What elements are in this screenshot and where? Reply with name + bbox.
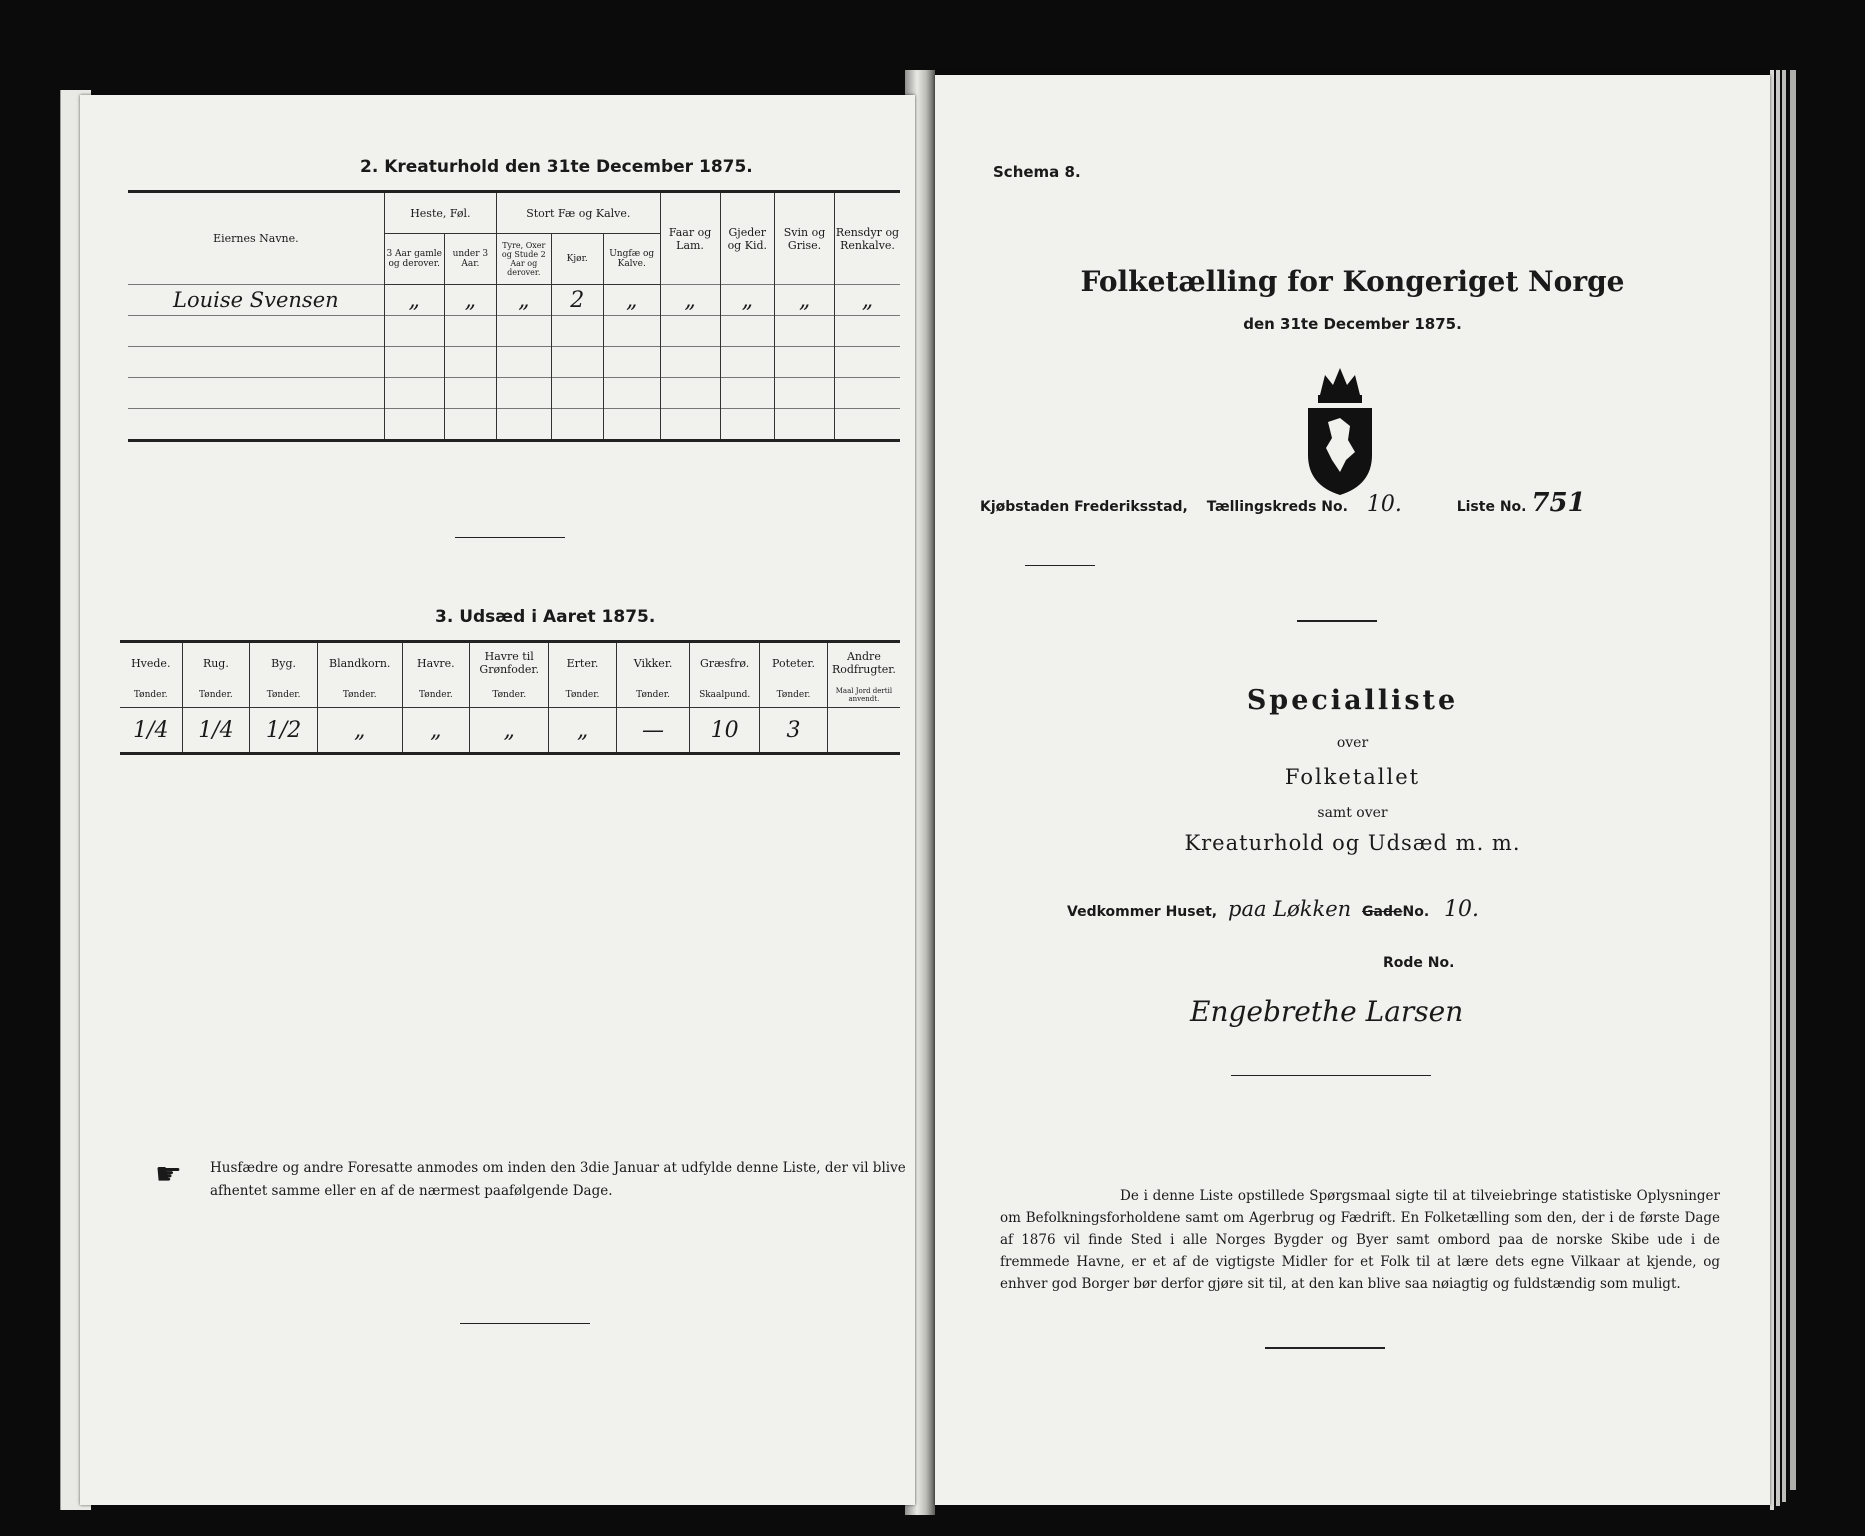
green-oats-cell: „	[470, 708, 549, 754]
street-value: paa Løkken	[1228, 897, 1352, 921]
line-mark	[1025, 565, 1095, 566]
col-owner-header: Eiernes Navne.	[128, 192, 384, 285]
col-bulls-header: Tyre, Oxer og Stude 2 Aar og derover.	[497, 234, 552, 285]
col-reindeer-header: Rensdyr og Renkalve.	[835, 192, 900, 285]
livestock-table	[128, 190, 900, 442]
pointing-hand-icon: ☛	[155, 1157, 182, 1192]
empty-row	[128, 347, 900, 378]
rode-label: Rode No.	[1383, 955, 1455, 971]
title-divider	[1297, 620, 1377, 622]
left-page	[80, 95, 915, 1505]
col-other-roots-header: Andre Rodfrugter.	[827, 642, 900, 684]
footnote-paragraph: De i denne Liste opstillede Spørgsmaal sigte til at tilveiebringe statistiske Oplysninger om Befolkningsforholdene samt om Agerbrug og Fædrift. En Folketælling som den, der i de første Dage af 1876 vil finde Sted i alle Norges Bygder og Byer samt ombord paa de norske Skibe ude i de fremmede Havne, er et af de vigtigste Midler for et Folk til at lære dets egne Vilkaar at kjende, og enhver god Borger bør derfor gjøre sit til, at den kan blive saa nøiagtig og fuldstændig som muligt.	[1000, 1188, 1720, 1292]
col-wheat-header: Hvede.	[120, 642, 182, 684]
goats-cell: „	[720, 285, 775, 316]
young-cattle-cell: „	[603, 285, 660, 316]
right-sheet-edge-1	[1770, 70, 1774, 1510]
signature-line	[1231, 1075, 1431, 1076]
instruction-note	[210, 1157, 910, 1203]
census-date: den 31te December 1875.	[1243, 315, 1462, 333]
samt-over-text: samt over	[1317, 805, 1388, 821]
footnote-divider	[1265, 1347, 1385, 1349]
section2-title: 2. Kreaturhold den 31te December 1875.	[360, 157, 753, 177]
place-label: Kjøbstaden	[980, 499, 1070, 515]
pigs-cell: „	[775, 285, 835, 316]
grass-seed-cell: 10	[690, 708, 760, 754]
oats-cell: „	[402, 708, 470, 754]
col-sheep-header: Faar og Lam.	[660, 192, 720, 285]
kreds-value: 10.	[1366, 492, 1402, 517]
other-roots-cell	[827, 708, 900, 754]
empty-row	[128, 378, 900, 409]
mixed-unit: Tønder.	[317, 683, 402, 708]
right-sheet-edge-3	[1782, 70, 1786, 1502]
right-sheet-edge-2	[1776, 70, 1780, 1506]
gade-label: Gade	[1362, 904, 1403, 920]
over-text-1: over	[1336, 735, 1369, 751]
col-oats-header: Havre.	[402, 642, 470, 684]
house-line	[1067, 897, 1479, 922]
section-divider	[455, 537, 565, 538]
instruction-line-1: Husfædre og andre Foresatte anmodes om inden den 3die Januar at udfylde denne Liste, der vil blive	[210, 1160, 906, 1176]
bulls-cell: „	[497, 285, 552, 316]
col-goats-header: Gjeder og Kid.	[720, 192, 775, 285]
barley-unit: Tønder.	[250, 683, 318, 708]
potatoes-unit: Tønder.	[760, 683, 828, 708]
col-horses-under3-header: under 3 Aar.	[444, 234, 496, 285]
mixed-cell: „	[317, 708, 402, 754]
liste-label: Liste No.	[1456, 499, 1527, 515]
potatoes-cell: 3	[760, 708, 828, 754]
main-title: Folketælling for Kongeriget Norge	[1080, 265, 1625, 298]
rye-unit: Tønder.	[182, 683, 250, 708]
kreaturhold-heading: Kreaturhold og Udsæd m. m.	[1184, 831, 1521, 855]
house-no-label: No.	[1402, 904, 1430, 920]
horses-under3-cell: „	[444, 285, 496, 316]
col-horses-3plus-header: 3 Aar gamle og derover.	[384, 234, 444, 285]
barley-cell: 1/2	[250, 708, 318, 754]
col-mixed-header: Blandkorn.	[317, 642, 402, 684]
seed-table	[120, 640, 900, 755]
place-value: Frederiksstad,	[1074, 499, 1188, 515]
peas-unit: Tønder.	[549, 683, 617, 708]
col-young-cattle-header: Ungfæ og Kalve.	[603, 234, 660, 285]
instruction-line-2: afhentet samme eller en af de nærmest paafølgende Dage.	[210, 1183, 613, 1199]
vetch-unit: Tønder.	[616, 683, 689, 708]
col-green-oats-header: Havre til Grønfoder.	[470, 642, 549, 684]
other-roots-unit: Maal Jord dertil anvendt.	[827, 683, 900, 708]
schema-label: Schema 8.	[993, 163, 1081, 181]
reindeer-cell: „	[835, 285, 900, 316]
col-cows-header: Kjør.	[551, 234, 603, 285]
folketallet-heading: Folketallet	[1284, 765, 1421, 789]
col-pigs-header: Svin og Grise.	[775, 192, 835, 285]
specialliste-heading: Specialliste	[1246, 685, 1459, 716]
col-barley-header: Byg.	[250, 642, 318, 684]
empty-row	[128, 409, 900, 441]
livestock-row	[128, 285, 900, 316]
wheat-cell: 1/4	[120, 708, 182, 754]
seed-row	[120, 708, 900, 754]
owner-name-cell: Louise Svensen	[128, 285, 384, 316]
peas-cell: „	[549, 708, 617, 754]
col-horses-header: Heste, Føl.	[384, 192, 496, 234]
col-vetch-header: Vikker.	[616, 642, 689, 684]
house-label: Vedkommer Huset,	[1067, 904, 1218, 920]
col-cattle-header: Stort Fæ og Kalve.	[497, 192, 661, 234]
col-peas-header: Erter.	[549, 642, 617, 684]
signature: Engebrethe Larsen	[1190, 995, 1464, 1028]
grass-seed-unit: Skaalpund.	[690, 683, 760, 708]
vetch-cell: —	[616, 708, 689, 754]
oats-unit: Tønder.	[402, 683, 470, 708]
green-oats-unit: Tønder.	[470, 683, 549, 708]
empty-row	[128, 316, 900, 347]
right-sheet-edge-4	[1790, 70, 1796, 1490]
cows-cell: 2	[551, 285, 603, 316]
bottom-divider	[460, 1323, 590, 1324]
house-no-value: 10.	[1444, 897, 1480, 922]
district-line	[980, 488, 1586, 518]
kreds-label: Tællingskreds No.	[1206, 499, 1348, 515]
col-rye-header: Rug.	[182, 642, 250, 684]
rye-cell: 1/4	[182, 708, 250, 754]
col-grass-seed-header: Græsfrø.	[690, 642, 760, 684]
liste-value: 751	[1531, 488, 1586, 518]
col-potatoes-header: Poteter.	[760, 642, 828, 684]
section3-title: 3. Udsæd i Aaret 1875.	[435, 607, 656, 627]
right-page	[935, 75, 1770, 1505]
horses-3plus-cell: „	[384, 285, 444, 316]
sheep-cell: „	[660, 285, 720, 316]
norway-coat-of-arms-icon	[1300, 360, 1380, 500]
wheat-unit: Tønder.	[120, 683, 182, 708]
